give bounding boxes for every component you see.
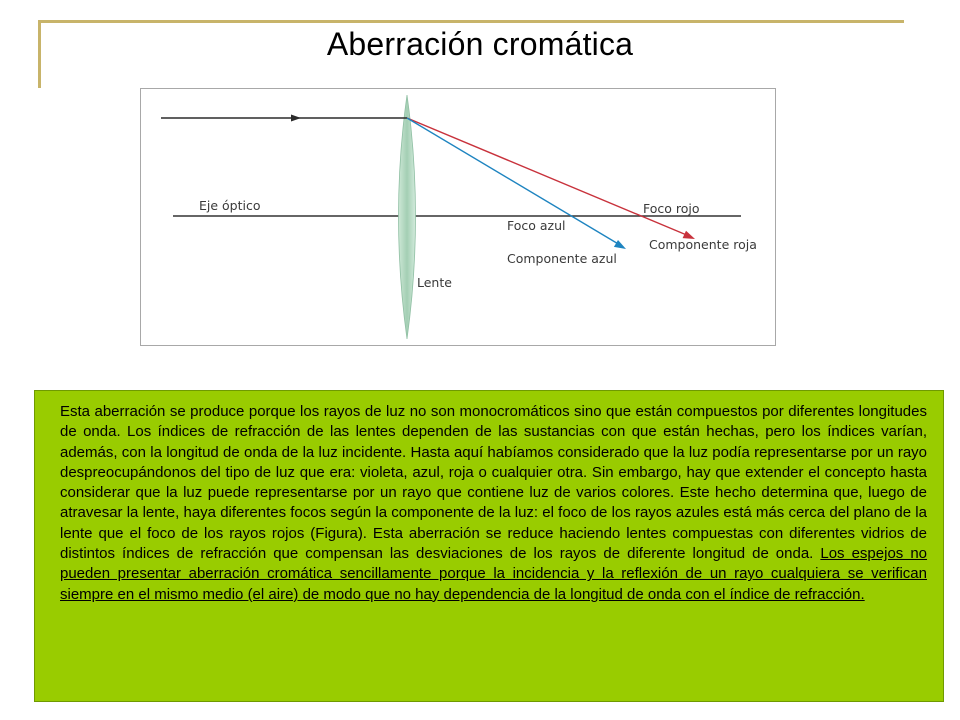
explanation-paragraph — [60, 402, 927, 605]
explanation-panel — [34, 390, 944, 702]
slide-title: Aberración cromática — [326, 26, 634, 62]
blue-ray-arrowhead — [614, 240, 626, 249]
figure-diagram — [141, 89, 777, 347]
mirrors-note-text: Los espejos no pueden presentar aberración cromática sencillamente porque la incidencia y la reflexión de un rayo cualquiera se verifican siempre en el mismo medio (el aire) de modo que no hay dependencia de la longitud de onda con el índice de refracción. — [60, 545, 928, 603]
top-decorative-line — [40, 20, 904, 23]
lens-shape — [399, 95, 416, 339]
red-focus-label: Foco rojo — [643, 201, 700, 216]
lens-label: Lente — [417, 275, 452, 290]
optical-axis-label: Eje óptico — [199, 198, 261, 213]
incident-ray-arrowhead — [291, 115, 301, 122]
red-component-label: Componente roja — [649, 237, 757, 252]
chromatic-aberration-figure — [140, 88, 776, 346]
blue-component-label: Componente azul — [507, 251, 617, 266]
explanation-text: Esta aberración se produce porque los rayos de luz no son monocromáticos sino que están compuestos por diferentes longitudes de onda. Los índices de refracción de las lentes dependen de las sustancias con que están hechas, pero los índices varían, además, con la longitud de onda de la luz incidente. Hasta aquí habíamos considerado que la luz podía representarse por un rayo despreocupándonos del tipo de luz que era: violeta, azul, roja o cualquier otra. Sin embargo, hay que extender el concepto hasta considerar que la luz puede representarse por un rayo que contiene luz de varios colores. Este hecho determina que, luego de atravesar la lente, haya diferentes focos según la componente de la luz: el foco de los rayos azules está más cerca del plano de la lente que el foco de los rayos rojos (Figura). Esta aberración se reduce haciendo lentes compuestas con diferentes vidrios de distintos índices de refracción que compensan las desviaciones de los rayos de diferente longitud de onda. — [60, 403, 927, 563]
blue-focus-label: Foco azul — [507, 218, 566, 233]
